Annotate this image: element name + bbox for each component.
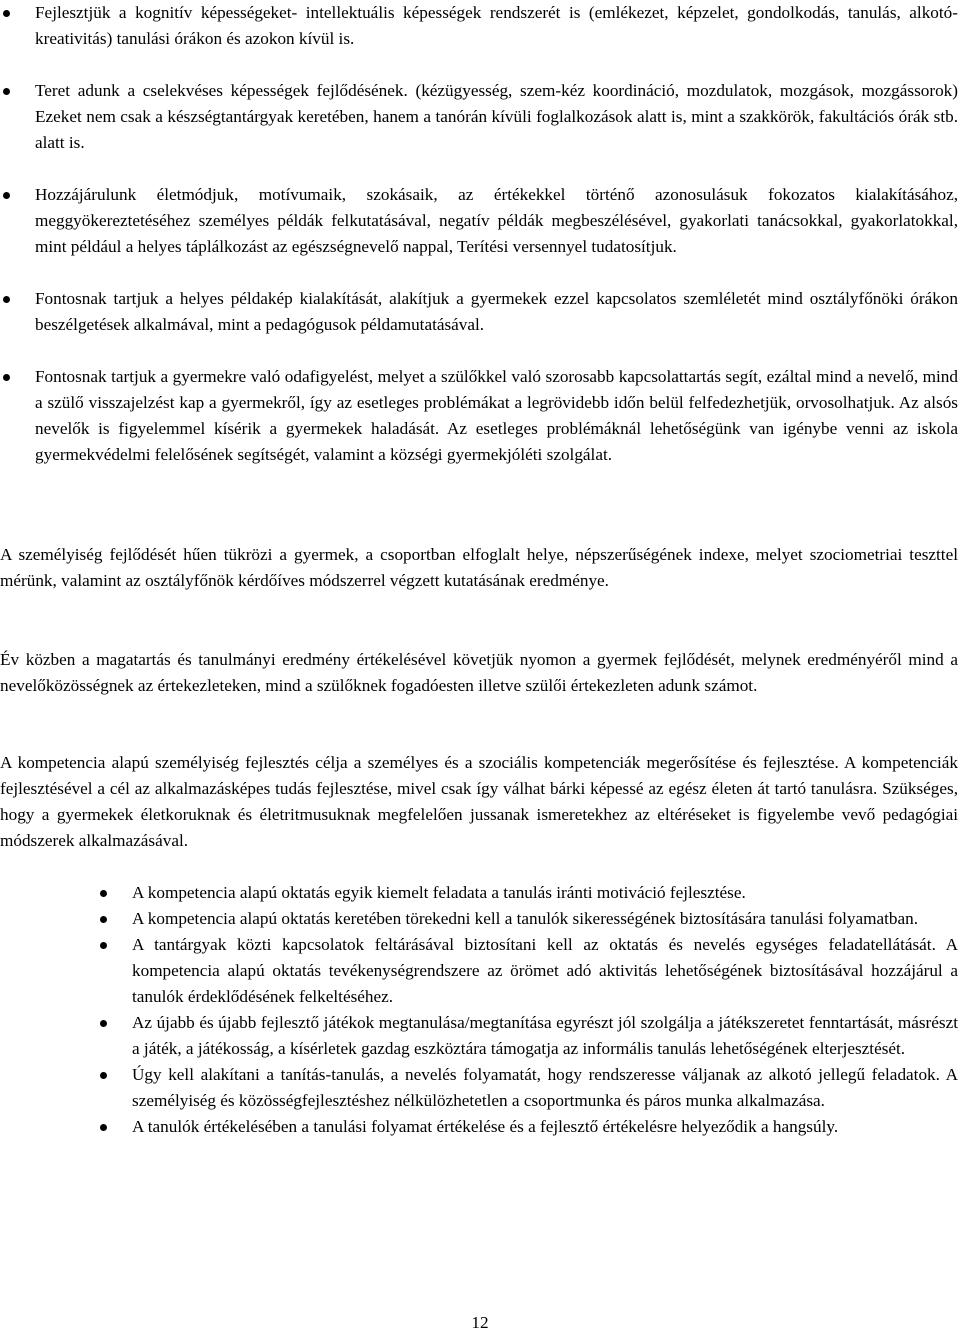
page-number: 12	[471, 1313, 489, 1332]
bullet-icon	[3, 10, 10, 17]
list-item	[0, 1010, 958, 1062]
paragraph: A személyiség fejlődését hűen tükrözi a gyermek, a csoportban elfoglalt helye, népszerűségének indexe, melyet szociometriai teszttel mérünk, valamint az osztályfőnök kérdőíves módszerrel végzett kutatásának eredménye.	[0, 545, 958, 590]
list-item	[0, 364, 958, 468]
list-item-text: A tantárgyak közti kapcsolatok feltárásával biztosítani kell az oktatás és nevelés egységes feladatellátását. A kompetencia alapú oktatás tevékenységrendszere az örömet adó aktivitás lehetőségének biztosításával hozzájárul a tanulók érdeklődésének felkeltéséhez.	[132, 935, 958, 1006]
bullet-icon	[100, 916, 107, 923]
list-item	[0, 0, 958, 52]
list-item-text: Fontosnak tartjuk a helyes példakép kialakítását, alakítjuk a gyermekek ezzel kapcsolatos szemléletét mind osztályfőnöki órákon beszélgetések alkalmával, mint a pedagógusok példamutatásával.	[35, 289, 958, 334]
bullet-icon	[100, 1072, 107, 1079]
inner-bullet-list	[0, 880, 958, 1140]
list-item	[0, 1062, 958, 1114]
bullet-icon	[100, 890, 107, 897]
bullet-icon	[3, 296, 10, 303]
paragraph: Év közben a magatartás és tanulmányi eredmény értékelésével követjük nyomon a gyermek fejlődését, melynek eredményéről mind a nevelőközösségnek az értekezleteken, mind a szülőknek fogadóesten illetve szülői értekezleten adunk számot.	[0, 650, 958, 695]
list-item-text: Az újabb és újabb fejlesztő játékok megtanulása/megtanítása egyrészt jól szolgálja a játékszeretet fenntartását, másrészt a játék, a játékosság, a kísérletek gazdag eszköztára támogatja az informális tanulás lehetőségének elterjesztését.	[132, 1013, 958, 1058]
top-bullet-list	[0, 0, 958, 468]
list-item-text: Teret adunk a cselekvéses képességek fejlődésének. (kézügyesség, szem-kéz koordináció, mozdulatok, mozgások, mozgássorok) Ezeket nem csak a készségtantárgyak keretében, hanem a tanórán kívüli foglalkozások alatt is, mint a szakkörök, fakultációs órák stb. alatt is.	[35, 81, 958, 152]
list-item	[0, 932, 958, 1010]
list-item-text: Fejlesztjük a kognitív képességeket- intellektuális képességek rendszerét is (emlékezet, képzelet, gondolkodás, tanulás, alkotó- kreativitás) tanulási órákon és azokon kívül is.	[35, 3, 958, 48]
list-item	[0, 286, 958, 338]
list-item-text: A tanulók értékelésében a tanulási folyamat értékelése és a fejlesztő értékelésre helyeződik a hangsúly.	[132, 1117, 839, 1136]
list-item	[0, 880, 958, 906]
bullet-icon	[3, 374, 10, 381]
bullet-icon	[100, 1020, 107, 1027]
list-item	[0, 78, 958, 156]
list-item	[0, 1114, 958, 1140]
list-item-text: Hozzájárulunk életmódjuk, motívumaik, szokásaik, az értékekkel történő azonosulásuk fokozatos kialakításához, meggyökereztetéséhez személyes példák felkutatásával, negatív példák megbeszélésével, gyakorlati tanácsokkal, gyakorlatokkal, mint például a helyes táplálkozást az egészségnevelő nappal, Terítési versennyel tudatosítjuk.	[35, 185, 958, 256]
list-item-text: Úgy kell alakítani a tanítás-tanulás, a nevelés folyamatát, hogy rendszeresse váljanak az alkotó jellegű feladatok. A személyiség és közösségfejlesztéshez nélkülözhetetlen a csoportmunka és páros munka alkalmazása.	[132, 1065, 958, 1110]
list-item	[0, 906, 958, 932]
bullet-icon	[3, 192, 10, 199]
paragraph: A kompetencia alapú személyiség fejlesztés célja a személyes és a szociális kompetenciák megerősítése és fejlesztése. A kompetenciák fejlesztésével a cél az alkalmazásképes tudás fejlesztése, mivel csak így válhat bárki képessé az egész életen át tartó tanulásra. Szükséges, hogy a gyermekek életkoruknak és életritmusuknak megfelelően jussanak ismeretekhez az eltéréseket is figyelembe vevő pedagógiai módszerek alkalmazásával.	[0, 753, 958, 850]
list-item	[0, 182, 958, 260]
bullet-icon	[100, 1124, 107, 1131]
list-item-text: Fontosnak tartjuk a gyermekre való odafigyelést, melyet a szülőkkel való szorosabb kapcsolattartás segít, ezáltal mind a nevelő, mind a szülő visszajelzést kap a gyermekről, így az esetleges problémákat a legrövidebb időn belül felfedezhetjük, orvosolhatjuk. Az alsós nevelők is figyelemmel kísérik a gyermekek haladását. Az esetleges problémáknál lehetőségünk van igénybe venni az iskola gyermekvédelmi felelősének segítségét, valamint a községi gyermekjóléti szolgálat.	[35, 367, 958, 464]
bullet-icon	[100, 942, 107, 949]
bullet-icon	[3, 88, 10, 95]
list-item-text: A kompetencia alapú oktatás keretében törekedni kell a tanulók sikerességének biztosítására tanulási folyamatban.	[132, 909, 919, 928]
list-item-text: A kompetencia alapú oktatás egyik kiemelt feladata a tanulás iránti motiváció fejlesztése.	[132, 883, 746, 902]
